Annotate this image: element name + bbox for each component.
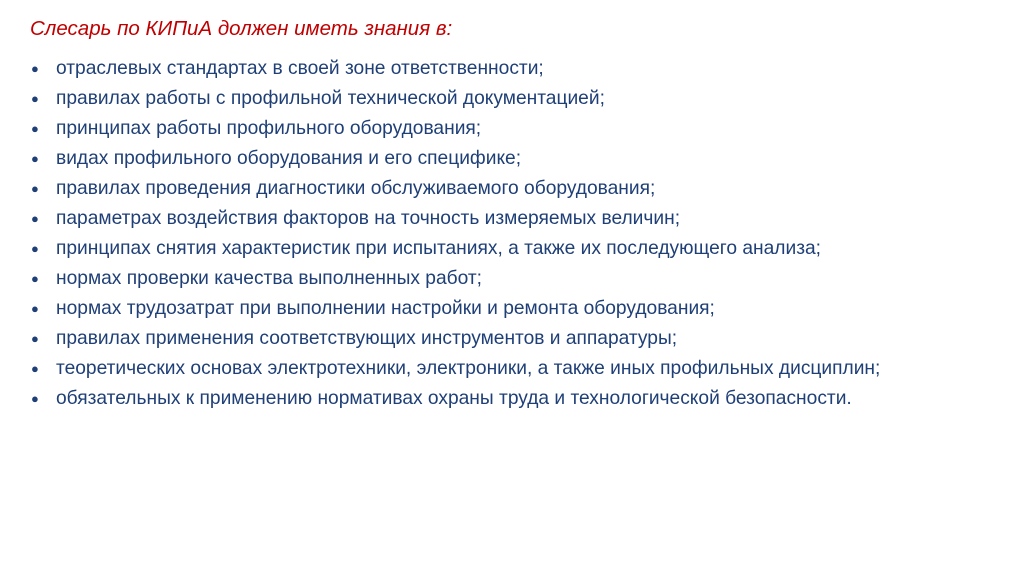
list-item-text: правилах работы с профильной технической документацией; — [56, 88, 605, 109]
list-item — [30, 204, 1004, 234]
list-item-text: теоретических основах электротехники, электроники, а также иных профильных дисциплин; — [56, 358, 881, 379]
list-item — [30, 174, 1004, 204]
knowledge-list — [30, 54, 1004, 414]
list-item — [30, 384, 1004, 414]
slide-title: Слесарь по КИПиА должен иметь знания в: — [30, 17, 453, 40]
list-item-text: нормах трудозатрат при выполнении настройки и ремонта оборудования; — [56, 298, 715, 319]
list-item — [30, 354, 1004, 384]
bullet-dot-icon: ● — [31, 331, 39, 346]
list-item-text: обязательных к применению нормативах охраны труда и технологической безопасности. — [56, 388, 852, 409]
list-item-text: параметрах воздействия факторов на точность измеряемых величин; — [56, 208, 681, 229]
list-item — [30, 264, 1004, 294]
bullet-dot-icon: ● — [31, 121, 39, 136]
list-item-text: видах профильного оборудования и его специфике; — [56, 148, 522, 169]
bullet-dot-icon: ● — [31, 361, 39, 376]
list-item — [30, 294, 1004, 324]
bullet-dot-icon: ● — [31, 91, 39, 106]
list-item-text: правилах применения соответствующих инструментов и аппаратуры; — [56, 328, 678, 349]
list-item-text: принципах работы профильного оборудования; — [56, 118, 482, 139]
list-item — [30, 324, 1004, 354]
list-item — [30, 54, 1004, 84]
bullet-dot-icon: ● — [31, 391, 39, 406]
list-item-text: отраслевых стандартах в своей зоне ответственности; — [56, 58, 544, 79]
bullet-dot-icon: ● — [31, 271, 39, 286]
bullet-dot-icon: ● — [31, 181, 39, 196]
list-item-text: принципах снятия характеристик при испытаниях, а также их последующего анализа; — [56, 238, 822, 259]
bullet-dot-icon: ● — [31, 211, 39, 226]
bullet-dot-icon: ● — [31, 301, 39, 316]
bullet-dot-icon: ● — [31, 61, 39, 76]
list-item — [30, 114, 1004, 144]
bullet-dot-icon: ● — [31, 151, 39, 166]
list-item — [30, 144, 1004, 174]
list-item-text: правилах проведения диагностики обслуживаемого оборудования; — [56, 178, 656, 199]
list-item — [30, 84, 1004, 114]
bullet-dot-icon: ● — [31, 241, 39, 256]
list-item-text: нормах проверки качества выполненных работ; — [56, 268, 483, 289]
list-item — [30, 234, 1004, 264]
